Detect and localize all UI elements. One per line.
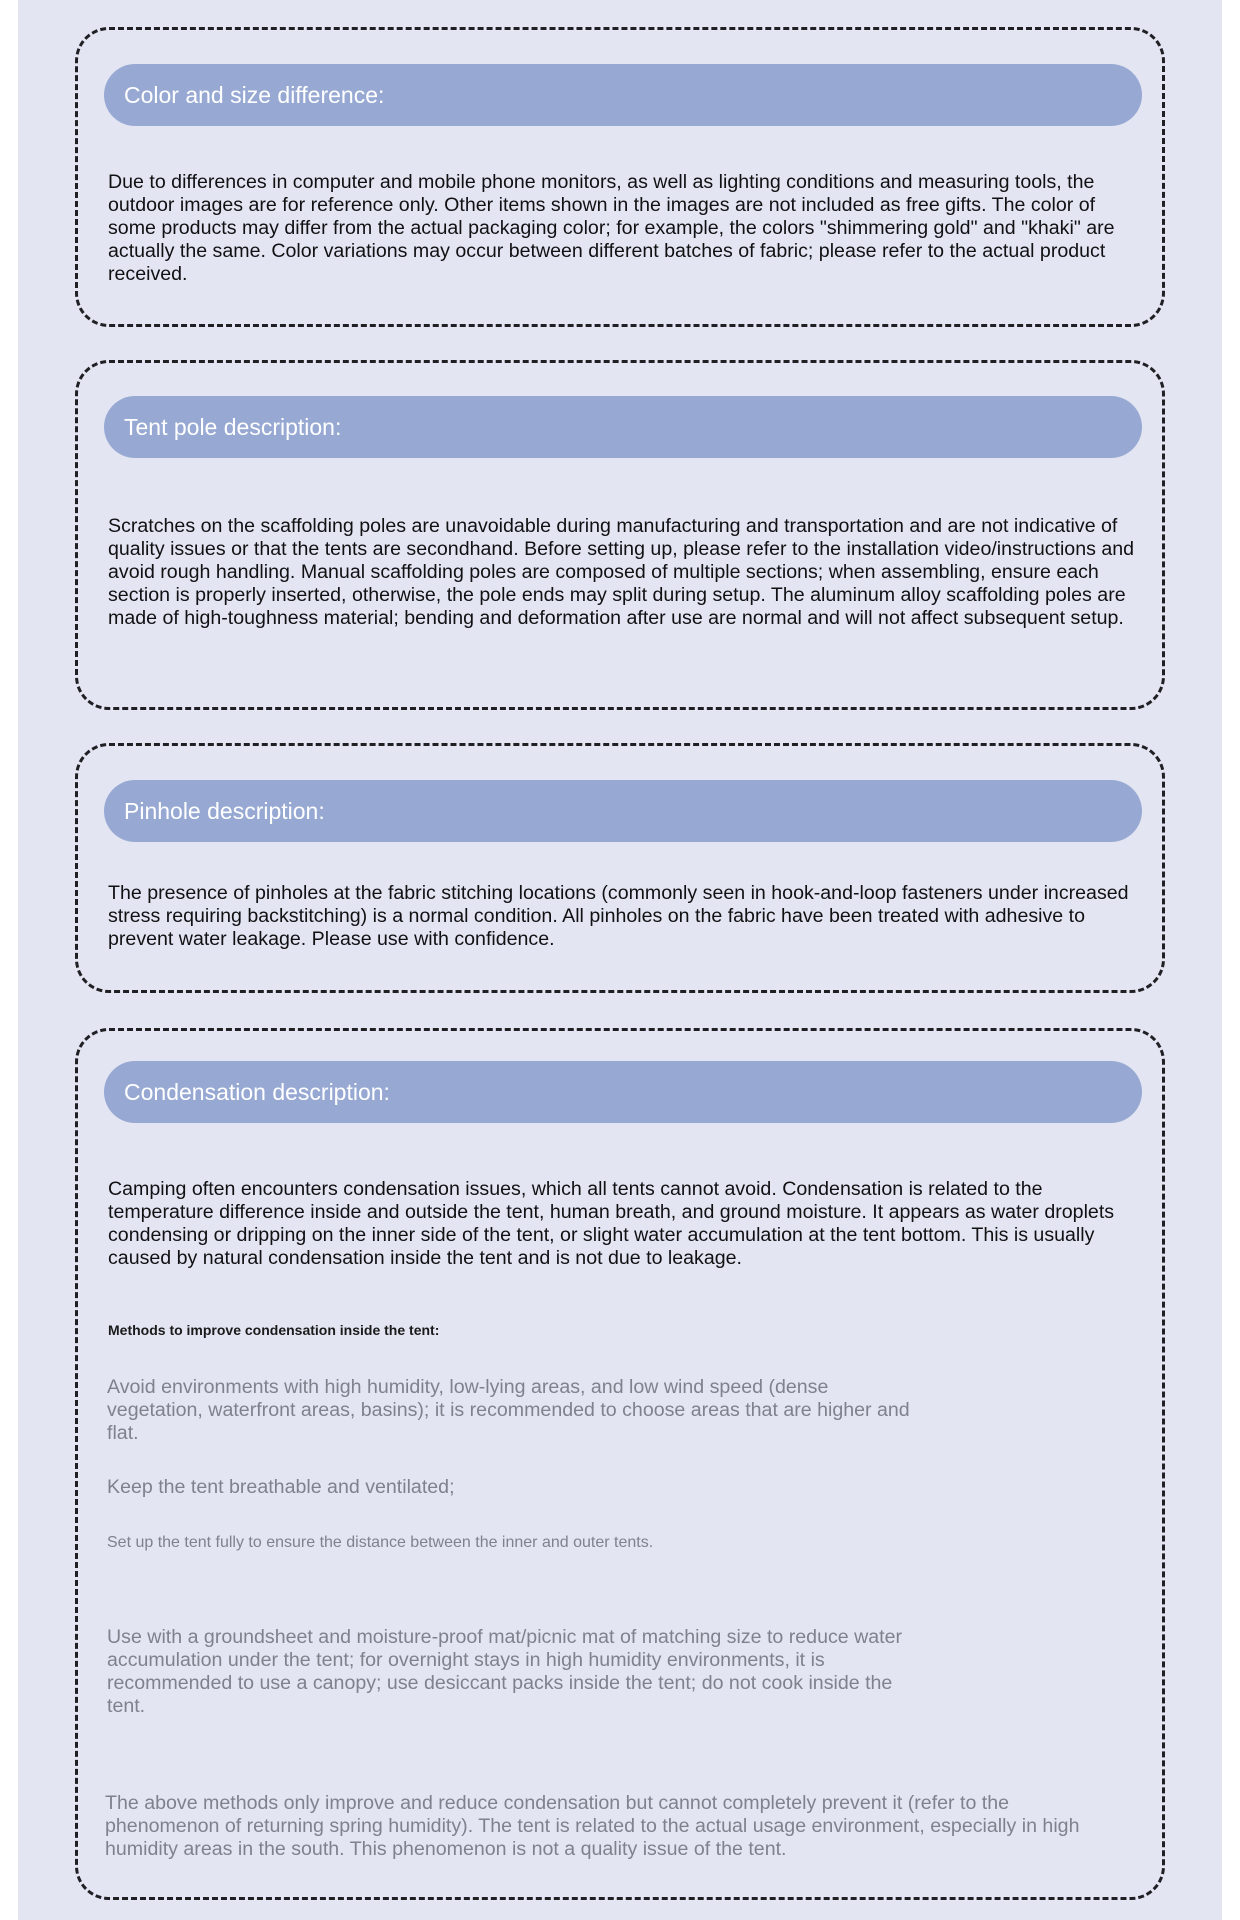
color-size-section: [75, 27, 1165, 327]
tent-pole-title: Tent pole description:: [104, 396, 1142, 458]
color-size-text: Due to differences in computer and mobile phone monitors, as well as lighting conditions and measuring tools, the outdoor images are for reference only. Other items shown in the images are not included as free gifts. The color of some products may differ from the actual packaging color; for example, the colors "shimmering gold" and "khaki" are actually the same. Color variations may occur between different batches of fabric; please refer to the actual product received.: [108, 171, 1115, 285]
pinhole-title: Pinhole description:: [104, 780, 1142, 842]
method-item: Set up the tent fully to ensure the distance between the inner and outer tents.: [107, 1534, 654, 1551]
pinhole-text: The presence of pinholes at the fabric stitching locations (commonly seen in hook-and-loop fasteners under increased stress requiring backstitching) is a normal condition. All pinholes on the fabric have been treated with adhesive to prevent water leakage. Please use with confidence.: [108, 882, 1129, 950]
pinhole-section: [75, 743, 1165, 993]
condensation-text: Camping often encounters condensation issues, which all tents cannot avoid. Condensation is related to the temperature difference inside and outside the tent, human breath, and ground moisture. It appears as water droplets condensing or dripping on the inner side of the tent, or slight water accumulation at the tent bottom. This is usually caused by natural condensation inside the tent and is not due to leakage.: [108, 1178, 1115, 1269]
condensation-section: [75, 1028, 1165, 1900]
condensation-note: The above methods only improve and reduce condensation but cannot completely prevent it (refer to the phenomenon of returning spring humidity). The tent is related to the actual usage environment, especially in high humidity areas in the south. This phenomenon is not a quality issue of the tent.: [105, 1792, 1080, 1860]
methods-label: Methods to improve condensation inside the tent:: [108, 1322, 440, 1338]
tent-pole-section: [75, 360, 1165, 710]
tent-pole-text: Scratches on the scaffolding poles are unavoidable during manufacturing and transportation and are not indicative of quality issues or that the tents are secondhand. Before setting up, please refer to the installation video/instructions and avoid rough handling. Manual scaffolding poles are composed of multiple sections; when assembling, ensure each section is properly inserted, otherwise, the pole ends may split during setup. The aluminum alloy scaffolding poles are made of high-toughness material; bending and deformation after use are normal and will not affect subsequent setup.: [108, 515, 1135, 629]
method-item: Keep the tent breathable and ventilated;: [107, 1476, 455, 1498]
method-item: Avoid environments with high humidity, low-lying areas, and low wind speed (dense vegetation, waterfront areas, basins); it is recommended to choose areas that are higher and flat.: [107, 1376, 910, 1444]
method-item: Use with a groundsheet and moisture-proof mat/picnic mat of matching size to reduce water accumulation under the tent; for overnight stays in high humidity environments, it is recommended to use a canopy; use desiccant packs inside the tent; do not cook inside the tent.: [107, 1626, 903, 1717]
condensation-title: Condensation description:: [104, 1061, 1142, 1123]
color-size-title: Color and size difference:: [104, 64, 1142, 126]
